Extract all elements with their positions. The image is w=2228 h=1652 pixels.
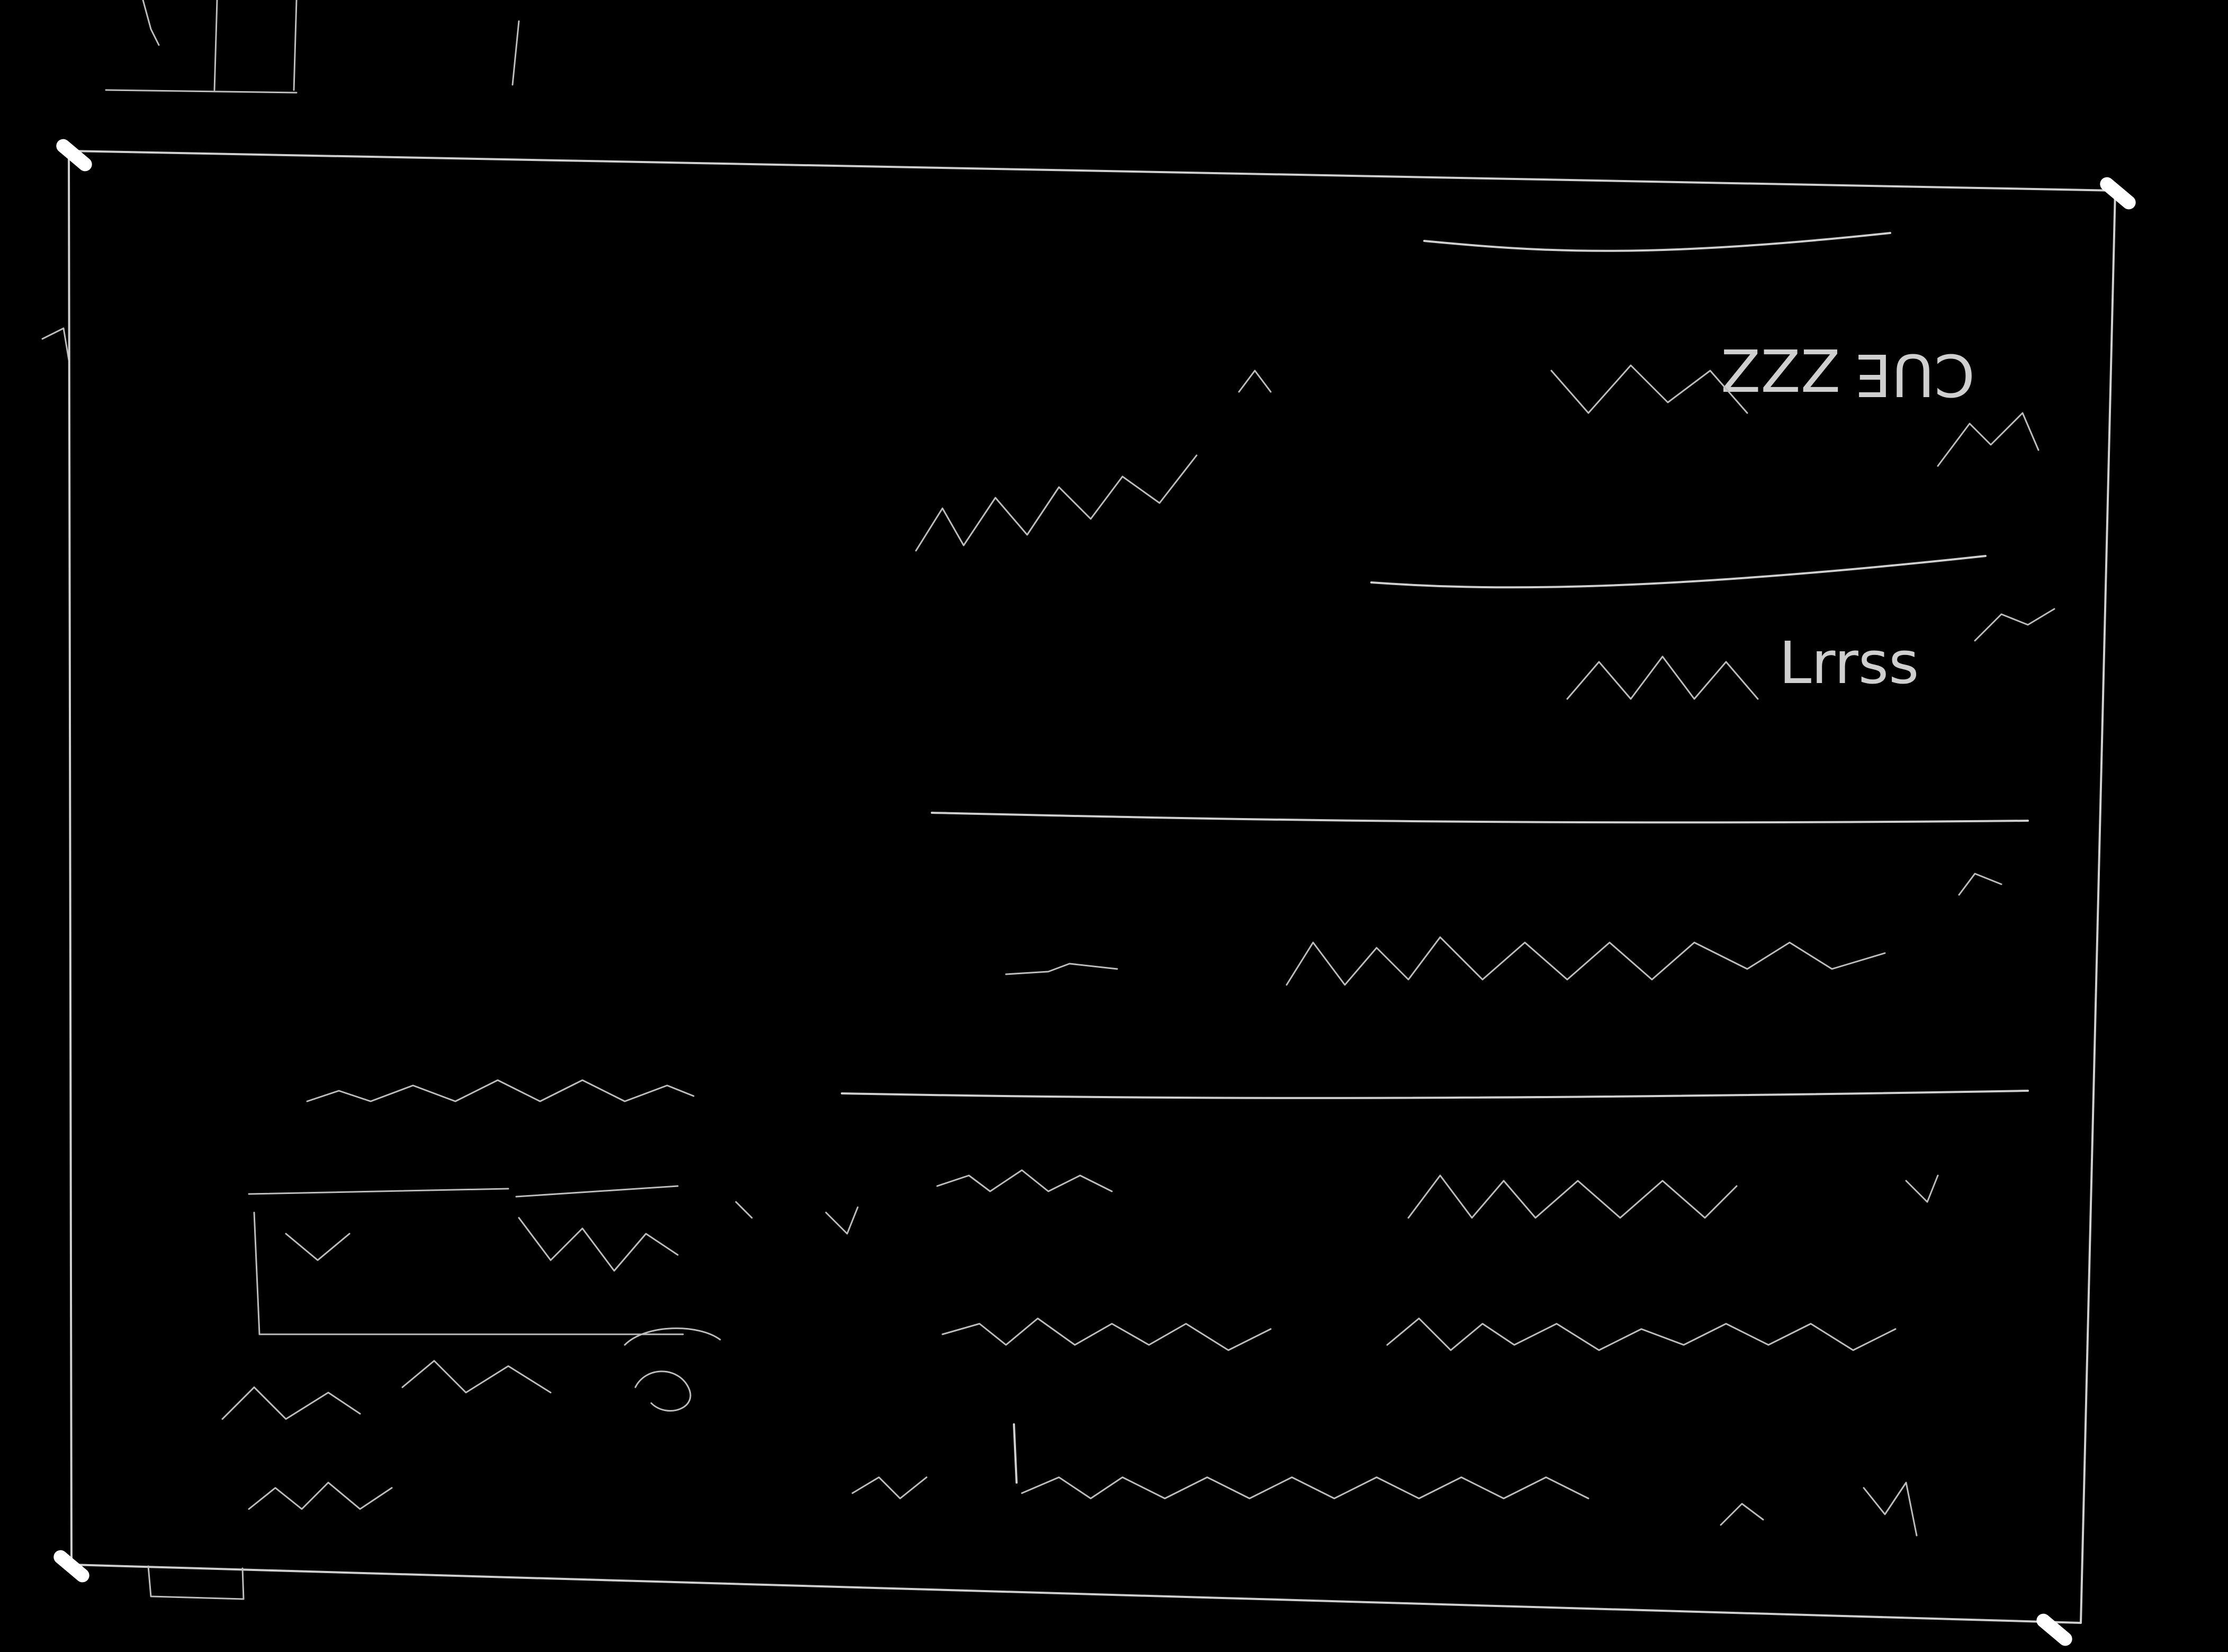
text-fragment-1: CUE	[1855, 341, 1975, 409]
background-edges	[42, 0, 519, 360]
crop-handle-top-right[interactable]	[2097, 174, 2139, 212]
text-fragment-3: Lrrss	[1779, 629, 1919, 697]
crop-handle-bottom-right[interactable]	[2034, 1611, 2075, 1648]
crop-handle-top-left[interactable]	[53, 136, 95, 174]
document-text	[222, 338, 2054, 1536]
text-fragment-2: ZZZ	[1721, 338, 1841, 406]
